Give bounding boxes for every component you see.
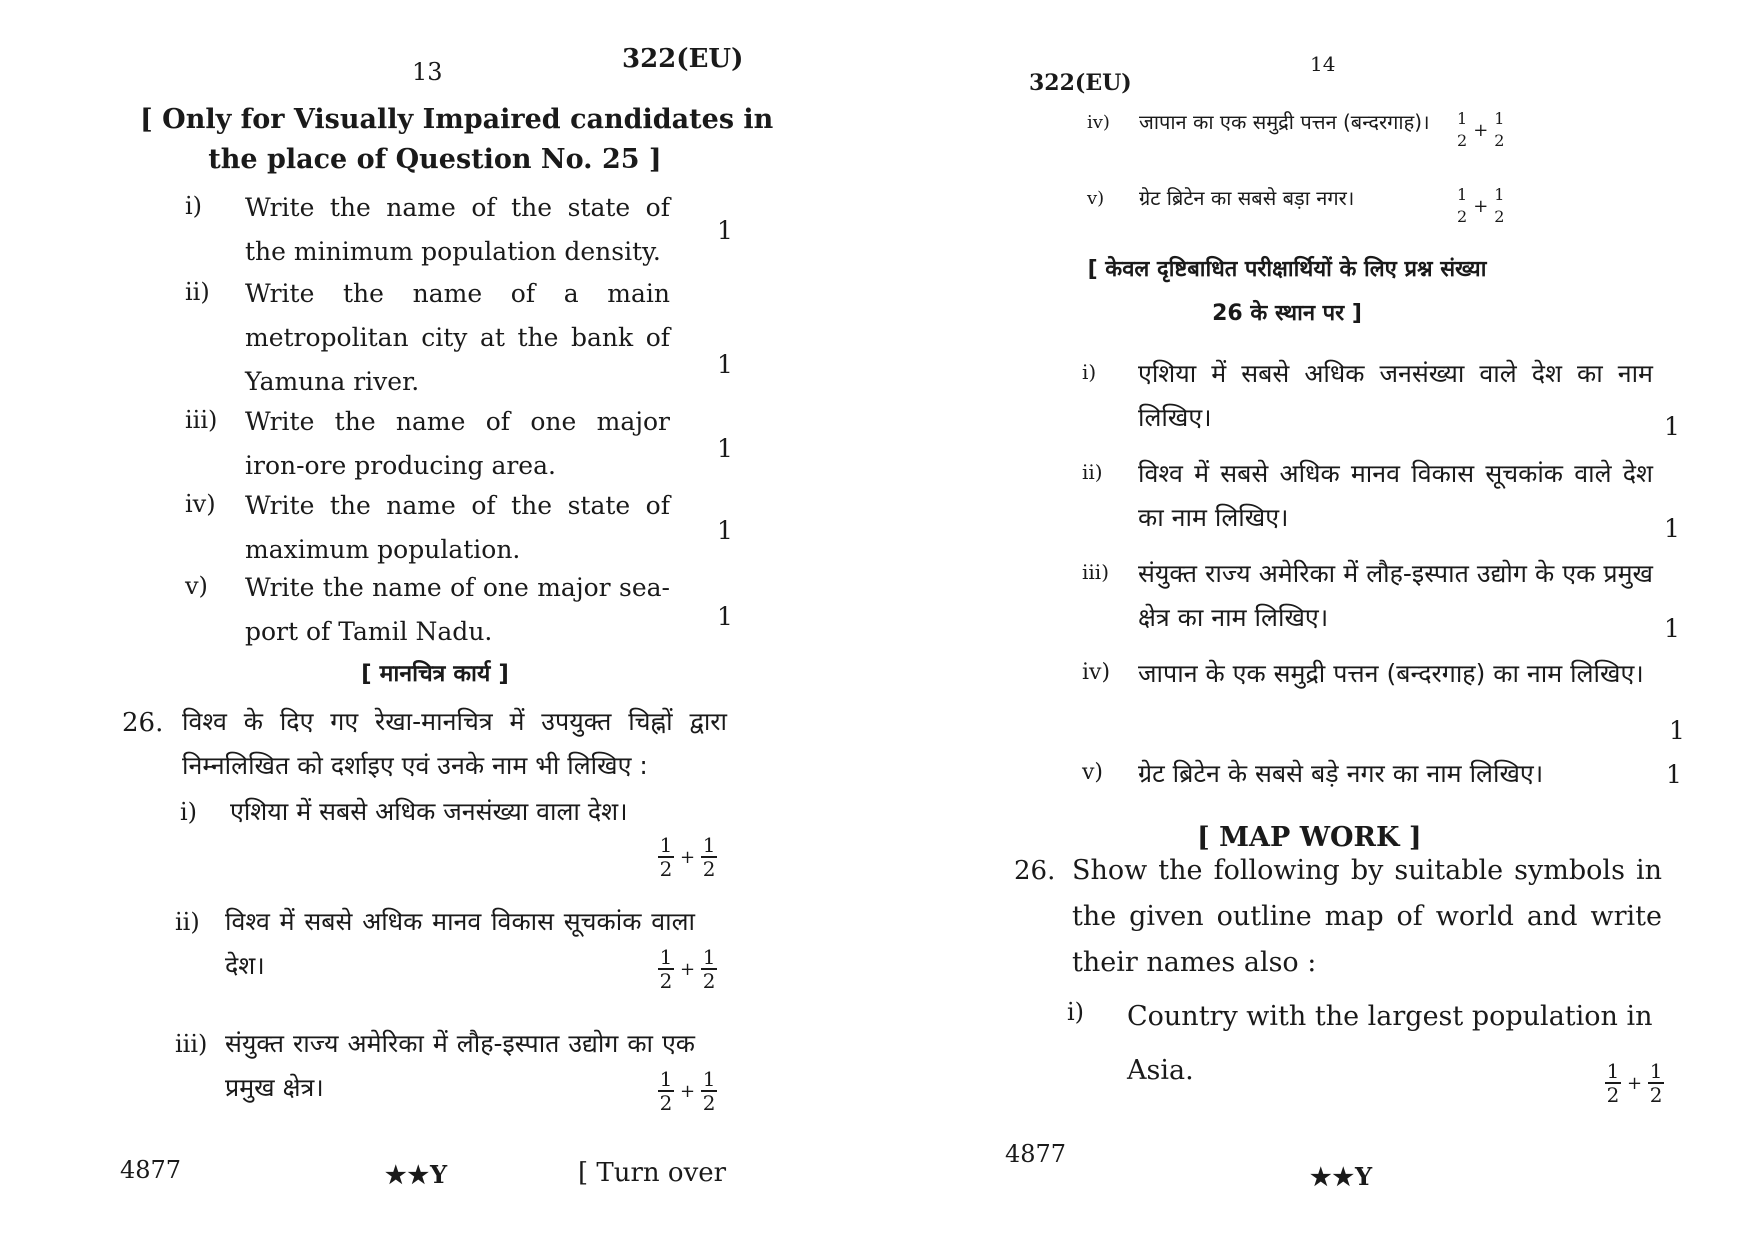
- list-item: [1082, 552, 1682, 646]
- turn-over: [ Turn over: [578, 1158, 727, 1188]
- item-number: iii): [185, 406, 218, 434]
- item-number: iii): [175, 1030, 208, 1058]
- item-mark: 1: [1666, 760, 1682, 789]
- question-text: Show the following by suitable symbols in the given outline map of world and write their names also :: [1072, 855, 1662, 978]
- item-mark: 1: [717, 516, 733, 545]
- list-item: [1082, 352, 1682, 446]
- item-mark: 1: [717, 434, 733, 463]
- marks-fraction: 1 2 + 1 2: [1457, 185, 1505, 226]
- item-number: iii): [1082, 560, 1109, 584]
- list-item: [185, 186, 735, 266]
- item-number: v): [185, 572, 208, 600]
- item-number: i): [185, 192, 203, 220]
- item-number: iv): [1087, 112, 1110, 133]
- marks-fraction: 1 2 + 1 2: [659, 1067, 716, 1115]
- question-26: [1014, 848, 1694, 988]
- section-heading-line1: [ Only for Visually Impaired candidates in: [140, 104, 774, 135]
- question-26: [122, 700, 742, 790]
- item-number: v): [1082, 760, 1104, 785]
- item-text: Country with the largest population in Asia.: [1127, 1001, 1653, 1086]
- marks-fraction: 1 2 + 1 2: [659, 945, 716, 993]
- section-heading-line1: [ केवल दृष्टिबाधित परीक्षार्थियों के लिए प्रश्न संख्या: [1087, 257, 1487, 282]
- right-page: [877, 0, 1754, 1241]
- item-text: संयुक्त राज्य अमेरिका में लौह-इस्पात उद्योग के एक प्रमुख क्षेत्र का नाम लिखिए।: [1138, 559, 1653, 632]
- map-work-heading: [ MAP WORK ]: [1197, 822, 1422, 853]
- item-mark: 1: [717, 216, 733, 245]
- item-text: Write the name of one major iron-ore producing area.: [245, 407, 670, 480]
- item-text: Write the name of the state of the minimum population density.: [245, 193, 670, 266]
- list-item: [175, 900, 740, 1010]
- section-heading-line2: the place of Question No. 25 ]: [208, 144, 662, 175]
- item-text: जापान का एक समुद्री पत्तन (बन्दरगाह)।: [1139, 110, 1430, 134]
- footer-stars: ★★Y: [1310, 1162, 1374, 1191]
- section-heading-line2: 26 के स्थान पर ]: [1212, 301, 1362, 326]
- item-mark: 1: [717, 602, 733, 631]
- list-item: [1082, 452, 1682, 546]
- list-item: [1087, 176, 1527, 236]
- list-item: [185, 566, 735, 646]
- footer-code: 4877: [120, 1156, 182, 1184]
- item-number: v): [1087, 188, 1105, 209]
- item-mark: 1: [1664, 614, 1680, 643]
- item-mark: 1: [717, 350, 733, 379]
- marks-fraction: 1 2 + 1 2: [1606, 1059, 1663, 1107]
- page-number: 14: [1310, 52, 1336, 76]
- marks-fraction: 1 2 + 1 2: [659, 833, 716, 881]
- item-number: iv): [1082, 660, 1111, 685]
- marks-fraction: 1 2 + 1 2: [1457, 109, 1505, 150]
- item-number: i): [1082, 360, 1097, 384]
- list-item: [1067, 990, 1707, 1110]
- item-text: एशिया में सबसे अधिक जनसंख्या वाला देश।: [230, 797, 628, 826]
- map-work-heading: [ मानचित्र कार्य ]: [361, 661, 509, 687]
- item-text: ग्रेट ब्रिटेन का सबसे बड़ा नगर।: [1139, 186, 1355, 210]
- item-text: संयुक्त राज्य अमेरिका में लौह-इस्पात उद्योग का एक प्रमुख क्षेत्र।: [225, 1029, 695, 1102]
- footer-stars: ★★Y: [385, 1160, 449, 1189]
- item-number: i): [180, 798, 198, 826]
- list-item: [180, 790, 740, 900]
- item-number: iv): [185, 490, 216, 518]
- item-text: विश्व में सबसे अधिक मानव विकास सूचकांक वाला देश।: [225, 907, 695, 980]
- question-number: 26.: [1014, 856, 1056, 886]
- question-text: विश्व के दिए गए रेखा-मानचित्र में उपयुक्त चिह्नों द्वारा निम्नलिखित को दर्शाइए एवं उनके नाम भी लिखिए :: [182, 707, 727, 780]
- item-mark: 1: [1664, 514, 1680, 543]
- item-text: Write the name of one major sea-port of Tamil Nadu.: [245, 573, 670, 646]
- list-item: [1087, 100, 1527, 160]
- item-text: विश्व में सबसे अधिक मानव विकास सूचकांक वाले देश का नाम लिखिए।: [1138, 459, 1653, 532]
- item-text: एशिया में सबसे अधिक जनसंख्या वाले देश का नाम लिखिए।: [1138, 359, 1653, 432]
- list-item: [185, 272, 735, 396]
- list-item: [175, 1022, 740, 1132]
- question-number: 26.: [122, 708, 164, 738]
- paper-code: 322(EU): [1029, 70, 1132, 96]
- item-number: i): [1067, 998, 1085, 1026]
- list-item: [1082, 652, 1685, 746]
- list-item: [185, 484, 735, 564]
- item-text: ग्रेट ब्रिटेन के सबसे बड़े नगर का नाम लिखिए।: [1138, 759, 1544, 788]
- list-item: [185, 400, 735, 480]
- item-number: ii): [175, 908, 200, 936]
- page-number: 13: [412, 58, 443, 86]
- list-item: [1082, 752, 1682, 802]
- item-number: ii): [1082, 460, 1103, 484]
- item-text: जापान के एक समुद्री पत्तन (बन्दरगाह) का नाम लिखिए।: [1138, 659, 1644, 688]
- item-mark: 1: [1669, 716, 1685, 745]
- paper-code: 322(EU): [622, 44, 744, 74]
- item-text: Write the name of the state of maximum population.: [245, 491, 670, 564]
- item-mark: 1: [1664, 412, 1680, 441]
- item-number: ii): [185, 278, 210, 306]
- footer-code: 4877: [1005, 1140, 1067, 1168]
- item-text: Write the name of a main metropolitan city at the bank of Yamuna river.: [245, 279, 670, 396]
